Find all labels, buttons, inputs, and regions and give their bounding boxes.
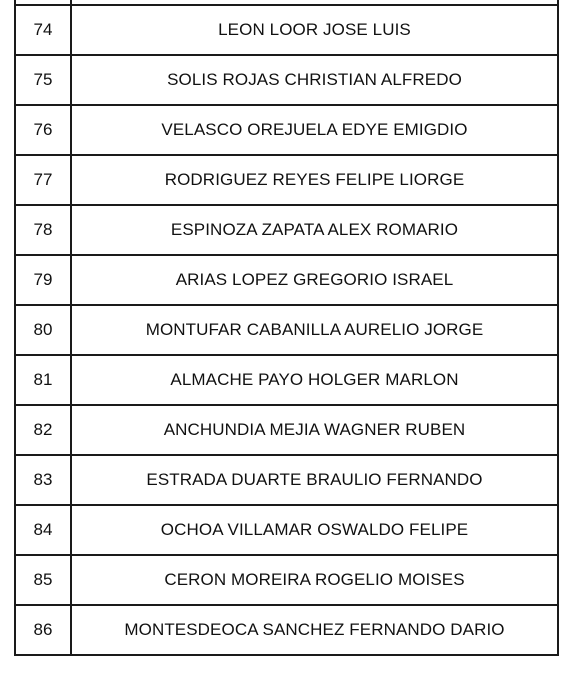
table-row <box>15 55 558 105</box>
table-row <box>15 105 558 155</box>
row-name-cell: VELASCO OREJUELA EDYE EMIGDIO <box>71 105 558 155</box>
row-name-cell: ARIAS LOPEZ GREGORIO ISRAEL <box>71 255 558 305</box>
row-name-cell: RODRIGUEZ REYES FELIPE LIORGE <box>71 155 558 205</box>
row-name-cell: OCHOA VILLAMAR OSWALDO FELIPE <box>71 505 558 555</box>
row-number-cell: 80 <box>15 305 71 355</box>
row-name-cell: ALMACHE PAYO HOLGER MARLON <box>71 355 558 405</box>
row-number-cell: 85 <box>15 555 71 605</box>
row-number-cell: 78 <box>15 205 71 255</box>
row-name-cell: ESPINOZA ZAPATA ALEX ROMARIO <box>71 205 558 255</box>
row-name-cell: LEON LOOR JOSE LUIS <box>71 5 558 55</box>
table-row <box>15 605 558 655</box>
roster-table <box>14 0 559 656</box>
row-name-cell: ANCHUNDIA MEJIA WAGNER RUBEN <box>71 405 558 455</box>
row-number-cell: 75 <box>15 55 71 105</box>
table-row <box>15 205 558 255</box>
row-name-cell: SOLIS ROJAS CHRISTIAN ALFREDO <box>71 55 558 105</box>
table-row <box>15 305 558 355</box>
roster-table-body <box>15 0 558 655</box>
row-number-cell: 77 <box>15 155 71 205</box>
document-page <box>14 0 559 656</box>
table-row <box>15 555 558 605</box>
row-number-cell: 74 <box>15 5 71 55</box>
row-number-cell: 81 <box>15 355 71 405</box>
table-row <box>15 255 558 305</box>
row-name-cell: MONTESDEOCA SANCHEZ FERNANDO DARIO <box>71 605 558 655</box>
row-name-cell: CERON MOREIRA ROGELIO MOISES <box>71 555 558 605</box>
table-row <box>15 505 558 555</box>
row-number-cell: 76 <box>15 105 71 155</box>
table-row <box>15 455 558 505</box>
table-row <box>15 5 558 55</box>
row-number-cell: 82 <box>15 405 71 455</box>
row-name-cell: MONTUFAR CABANILLA AURELIO JORGE <box>71 305 558 355</box>
table-row <box>15 355 558 405</box>
row-number-cell: 79 <box>15 255 71 305</box>
row-number-cell: 84 <box>15 505 71 555</box>
row-number-cell: 83 <box>15 455 71 505</box>
row-name-cell: ESTRADA DUARTE BRAULIO FERNANDO <box>71 455 558 505</box>
row-number-cell: 86 <box>15 605 71 655</box>
table-row <box>15 155 558 205</box>
table-row <box>15 405 558 455</box>
